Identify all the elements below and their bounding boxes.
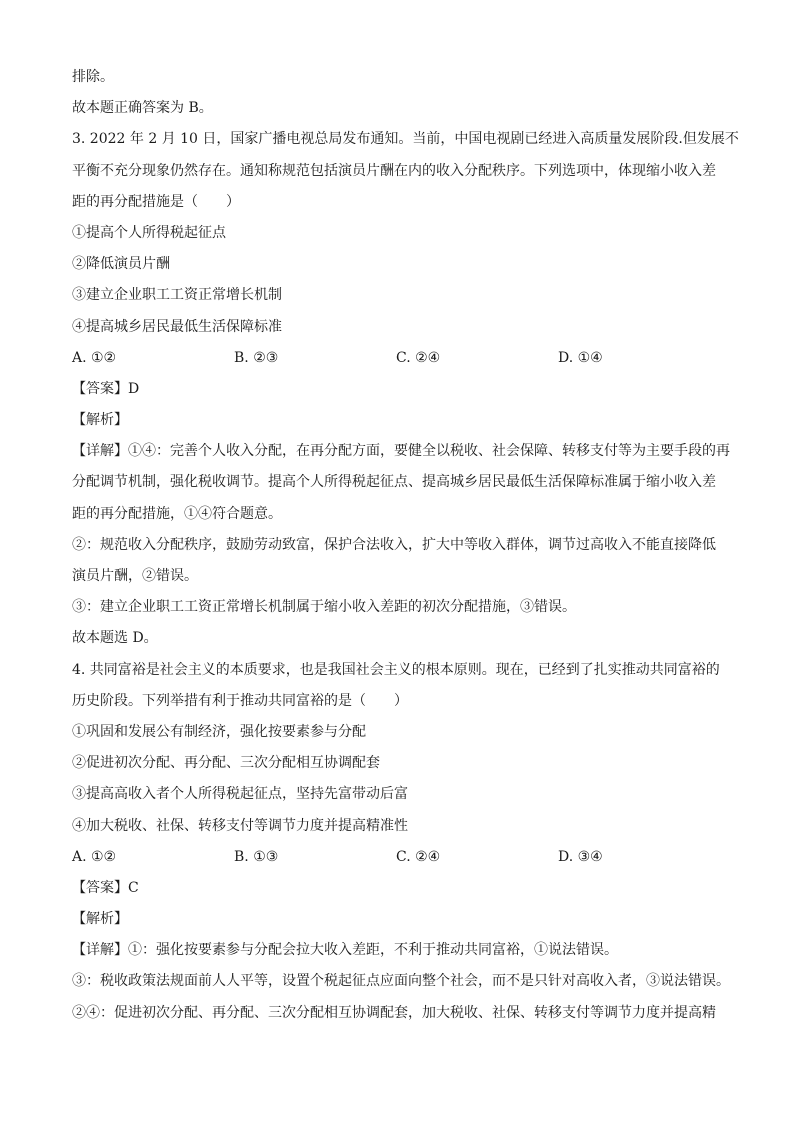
question-3-detail: 故本题选 D。 <box>72 630 158 647</box>
question-3-detail: ②：规范收入分配秩序，鼓励劳动致富，保护合法收入，扩大中等收入群体，调节过高收入不能直接降低 <box>72 536 716 553</box>
question-3-stem: 3. 2022 年 2 月 10 日，国家广播电视总局发布通知。当前，中国电视剧已经进入高质量发展阶段.但发展不 <box>72 131 739 148</box>
question-3-answer: 【答案】D <box>72 380 140 397</box>
option-d: D. ③④ <box>558 848 603 865</box>
question-3-stem: 平衡不充分现象仍然存在。通知称规范包括演员片酬在内的收入分配秩序。下列选项中，体现缩小收入差 <box>72 162 716 179</box>
question-3-detail: 【详解】①④：完善个人收入分配，在再分配方面，要健全以税收、社会保障、转移支付等为主要手段的再 <box>72 443 730 460</box>
question-3-item: ②降低演员片酬 <box>72 256 170 273</box>
question-3-detail: 分配调节机制，强化税收调节。提高个人所得税起征点、提高城乡居民最低生活保障标准属于缩小收入差 <box>72 474 716 491</box>
question-3-analysis-label: 【解析】 <box>72 412 128 429</box>
question-4-item: ④加大税收、社保、转移支付等调节力度并提高精准性 <box>72 817 408 834</box>
question-4-item: ①巩固和发展公有制经济，强化按要素参与分配 <box>72 723 366 740</box>
text-line: 排除。 <box>72 69 114 85</box>
question-4-item: ③提高高收入者个人所得税起征点，坚持先富带动后富 <box>72 786 408 803</box>
question-4-answer: 【答案】C <box>72 879 139 896</box>
question-4-detail: ②④：促进初次分配、再分配、三次分配相互协调配套，加大税收、社保、转移支付等调节力度并提高精 <box>72 1004 716 1021</box>
question-3-options <box>72 343 724 374</box>
option-d: D. ①④ <box>558 349 603 366</box>
option-b: B. ②③ <box>234 349 279 366</box>
question-3-item: ③建立企业职工工资正常增长机制 <box>72 287 282 304</box>
option-c: C. ②④ <box>396 848 441 865</box>
option-b: B. ①③ <box>234 848 279 865</box>
text-line: 故本题正确答案为 B。 <box>72 100 213 117</box>
question-3-item: ①提高个人所得税起征点 <box>72 224 226 241</box>
question-4-item: ②促进初次分配、再分配、三次分配相互协调配套 <box>72 755 380 772</box>
option-c: C. ②④ <box>396 349 441 366</box>
question-3-detail: 演员片酬，②错误。 <box>72 568 198 584</box>
document-page <box>72 62 739 1029</box>
question-4-stem: 历史阶段。下列举措有利于推动共同富裕的是（ ） <box>72 692 408 709</box>
question-4-options <box>72 842 724 873</box>
option-a: A. ①② <box>72 349 117 366</box>
question-4-detail: 【详解】①：强化按要素参与分配会拉大收入差距，不利于推动共同富裕，①说法错误。 <box>72 942 618 959</box>
option-a: A. ①② <box>72 848 117 865</box>
question-4-stem: 4. 共同富裕是社会主义的本质要求，也是我国社会主义的根本原则。现在，已经到了扎实推动共同富裕的 <box>72 661 720 678</box>
question-4-analysis-label: 【解析】 <box>72 911 128 928</box>
question-3-detail: 距的再分配措施，①④符合题意。 <box>72 505 282 522</box>
question-3-stem: 距的再分配措施是（ ） <box>72 193 240 210</box>
question-3-item: ④提高城乡居民最低生活保障标准 <box>72 318 282 335</box>
question-3-detail: ③：建立企业职工工资正常增长机制属于缩小收入差距的初次分配措施，③错误。 <box>72 599 576 616</box>
question-4-detail: ③：税收政策法规面前人人平等，设置个税起征点应面向整个社会，而不是只针对高收入者，③说法错误。 <box>72 973 730 990</box>
